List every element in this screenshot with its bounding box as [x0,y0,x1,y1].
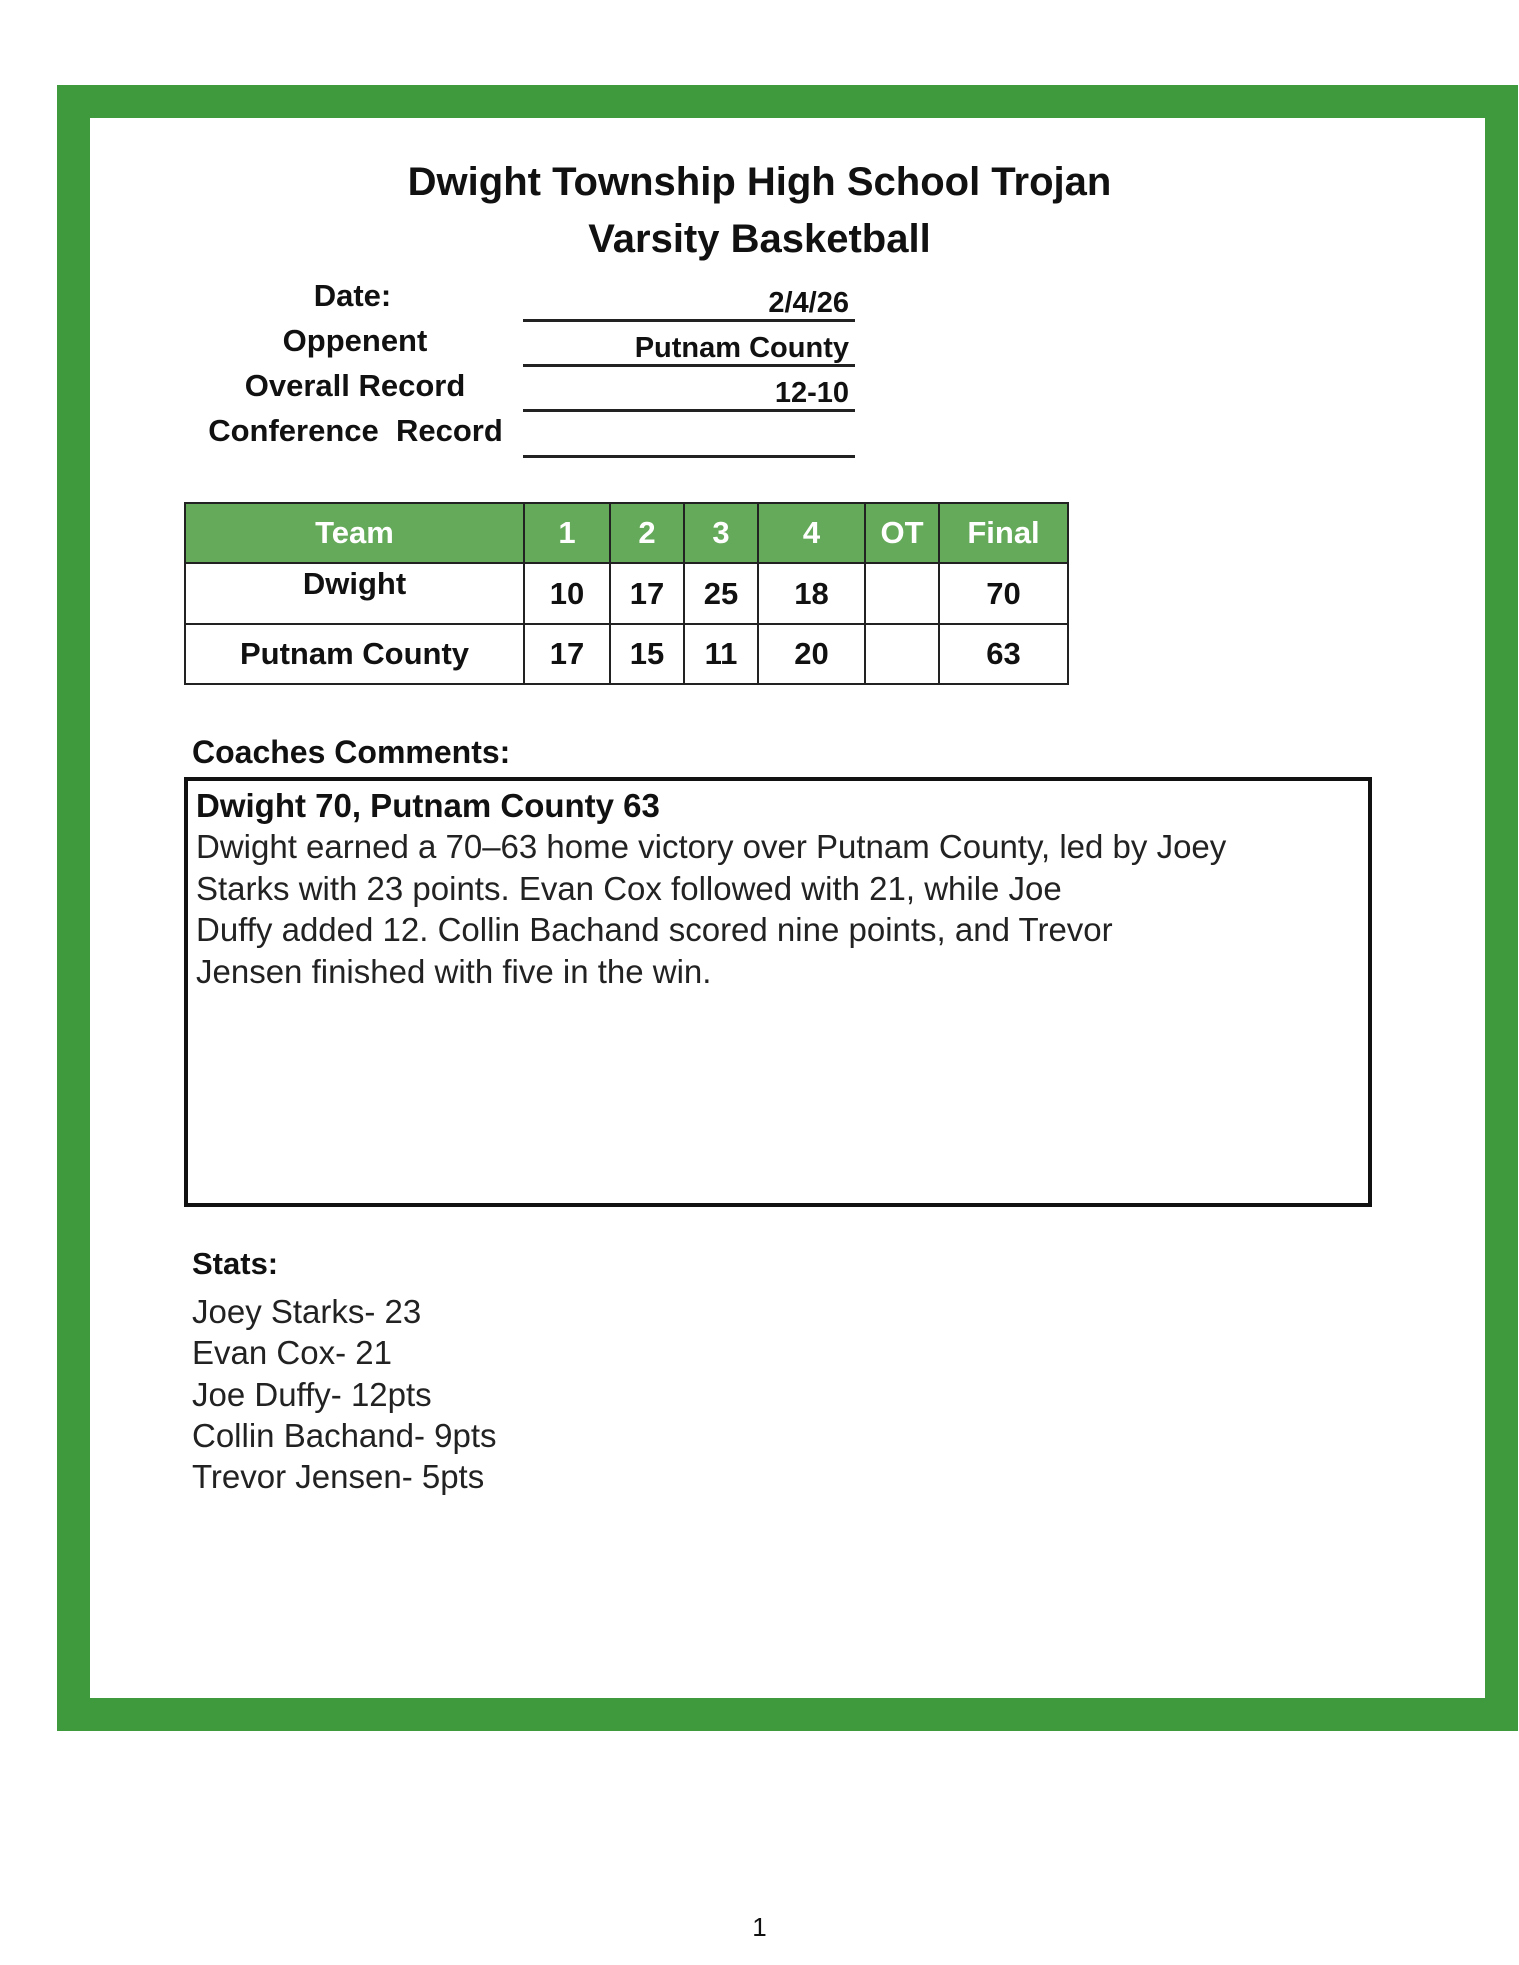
date-value: 2/4/26 [523,278,855,322]
col-q1: 1 [524,503,610,563]
col-q4: 4 [758,503,865,563]
final-score: 63 [939,624,1068,684]
q3-score: 25 [684,563,758,624]
comments-headline: Dwight 70, Putnam County 63 [196,787,660,824]
team-name: Putnam County [185,624,524,684]
stats-label: Stats: [192,1246,279,1281]
q2-score: 17 [610,563,684,624]
q4-score: 20 [758,624,865,684]
score-table [184,502,1069,685]
stat-line: Trevor Jensen- 5pts [192,1458,485,1495]
overall-record-label: Overall Record [244,368,466,403]
table-row [185,624,1068,684]
page-number: 1 [752,1912,767,1942]
team-name: Dwight [185,563,524,624]
col-q2: 2 [610,503,684,563]
final-score: 70 [939,563,1068,624]
overall-record-value: 12-10 [523,368,855,412]
q3-score: 11 [684,624,758,684]
opponent-value: Putnam County [523,323,855,367]
opponent-label: Oppenent [282,323,428,358]
conference-record-label: Conference Record [208,413,503,448]
q4-score: 18 [758,563,865,624]
table-row [185,563,1068,624]
col-final: Final [939,503,1068,563]
date-label: Date: [313,278,392,313]
comments-line: Dwight earned a 70–63 home victory over Putnam County, led by Joey [196,828,1227,865]
conference-record-value [523,414,855,458]
stat-line: Evan Cox- 21 [192,1334,392,1371]
page-title: Dwight Township High School Trojan [407,160,1112,204]
col-ot: OT [865,503,939,563]
col-team: Team [185,503,524,563]
score-table-header [185,503,1068,563]
comments-line: Duffy added 12. Collin Bachand scored nine points, and Trevor [196,911,1113,948]
comments-line: Starks with 23 points. Evan Cox followed with 21, while Joe [196,869,1062,907]
comments-box [184,777,1372,1207]
stat-line: Collin Bachand- 9pts [192,1417,497,1454]
comments-label: Coaches Comments: [192,734,511,770]
q1-score: 10 [524,563,610,624]
page-subtitle: Varsity Basketball [588,217,931,261]
q2-score: 15 [610,624,684,684]
ot-score [865,624,939,684]
ot-score [865,563,939,624]
q1-score: 17 [524,624,610,684]
comments-line: Jensen finished with five in the win. [196,952,712,990]
col-q3: 3 [684,503,758,563]
stat-line: Joe Duffy- 12pts [192,1376,432,1413]
stat-line: Joey Starks- 23 [192,1293,422,1330]
